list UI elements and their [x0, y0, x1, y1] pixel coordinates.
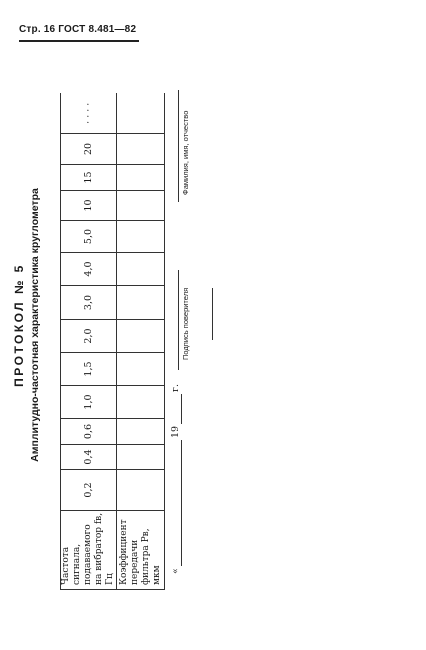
frequency-row — [61, 94, 117, 590]
coefficient-row — [117, 94, 165, 590]
date-quote: « — [170, 568, 181, 574]
protocol-subtitle: Амплитудно-частотная характеристика круглометра — [29, 188, 41, 462]
date-blank-line — [181, 440, 182, 566]
frequency-cell: 10 — [61, 191, 117, 221]
coefficient-cell — [117, 445, 165, 470]
frequency-cell: 15 — [61, 165, 117, 191]
measurement-table — [60, 94, 165, 591]
coefficient-cell — [117, 470, 165, 511]
page-header: Стр. 16 ГОСТ 8.481—82 — [19, 24, 137, 35]
frequency-cell: · · · · — [61, 94, 117, 134]
signature-line — [178, 270, 179, 370]
frequency-cell: 2,0 — [61, 320, 117, 353]
coefficient-cell — [117, 165, 165, 191]
protocol-title: ПРОТОКОЛ № 5 — [12, 263, 26, 387]
frequency-row-label: Частота сигнала, подаваемого на вибратор fв, Гц — [61, 511, 117, 590]
name-line — [178, 90, 179, 202]
frequency-cell: 0,6 — [61, 419, 117, 445]
signature-caption: Подпись поверителя — [181, 287, 190, 360]
coefficient-row-label: Коэффициент передачи фильтра Pв, мкм — [117, 511, 165, 590]
date-year: 19 — [170, 425, 181, 438]
year-blank-line — [181, 394, 182, 424]
signature-second-line — [212, 288, 213, 340]
frequency-cell: 4,0 — [61, 253, 117, 286]
frequency-cell: 1,0 — [61, 386, 117, 419]
coefficient-cell — [117, 320, 165, 353]
date-suffix: г. — [170, 384, 181, 392]
frequency-cell: 5,0 — [61, 221, 117, 253]
coefficient-cell — [117, 253, 165, 286]
coefficient-cell — [117, 286, 165, 320]
coefficient-cell — [117, 353, 165, 386]
frequency-cell: 20 — [61, 134, 117, 165]
coefficient-cell — [117, 134, 165, 165]
coefficient-cell — [117, 386, 165, 419]
frequency-cell: 0,4 — [61, 445, 117, 470]
frequency-cell: 1,5 — [61, 353, 117, 386]
frequency-cell: 0,2 — [61, 470, 117, 511]
frequency-cell: 3,0 — [61, 286, 117, 320]
coefficient-cell — [117, 221, 165, 253]
coefficient-cell — [117, 94, 165, 134]
coefficient-cell — [117, 419, 165, 445]
name-caption: Фамилия, имя, отчество — [181, 110, 190, 195]
coefficient-cell — [117, 191, 165, 221]
